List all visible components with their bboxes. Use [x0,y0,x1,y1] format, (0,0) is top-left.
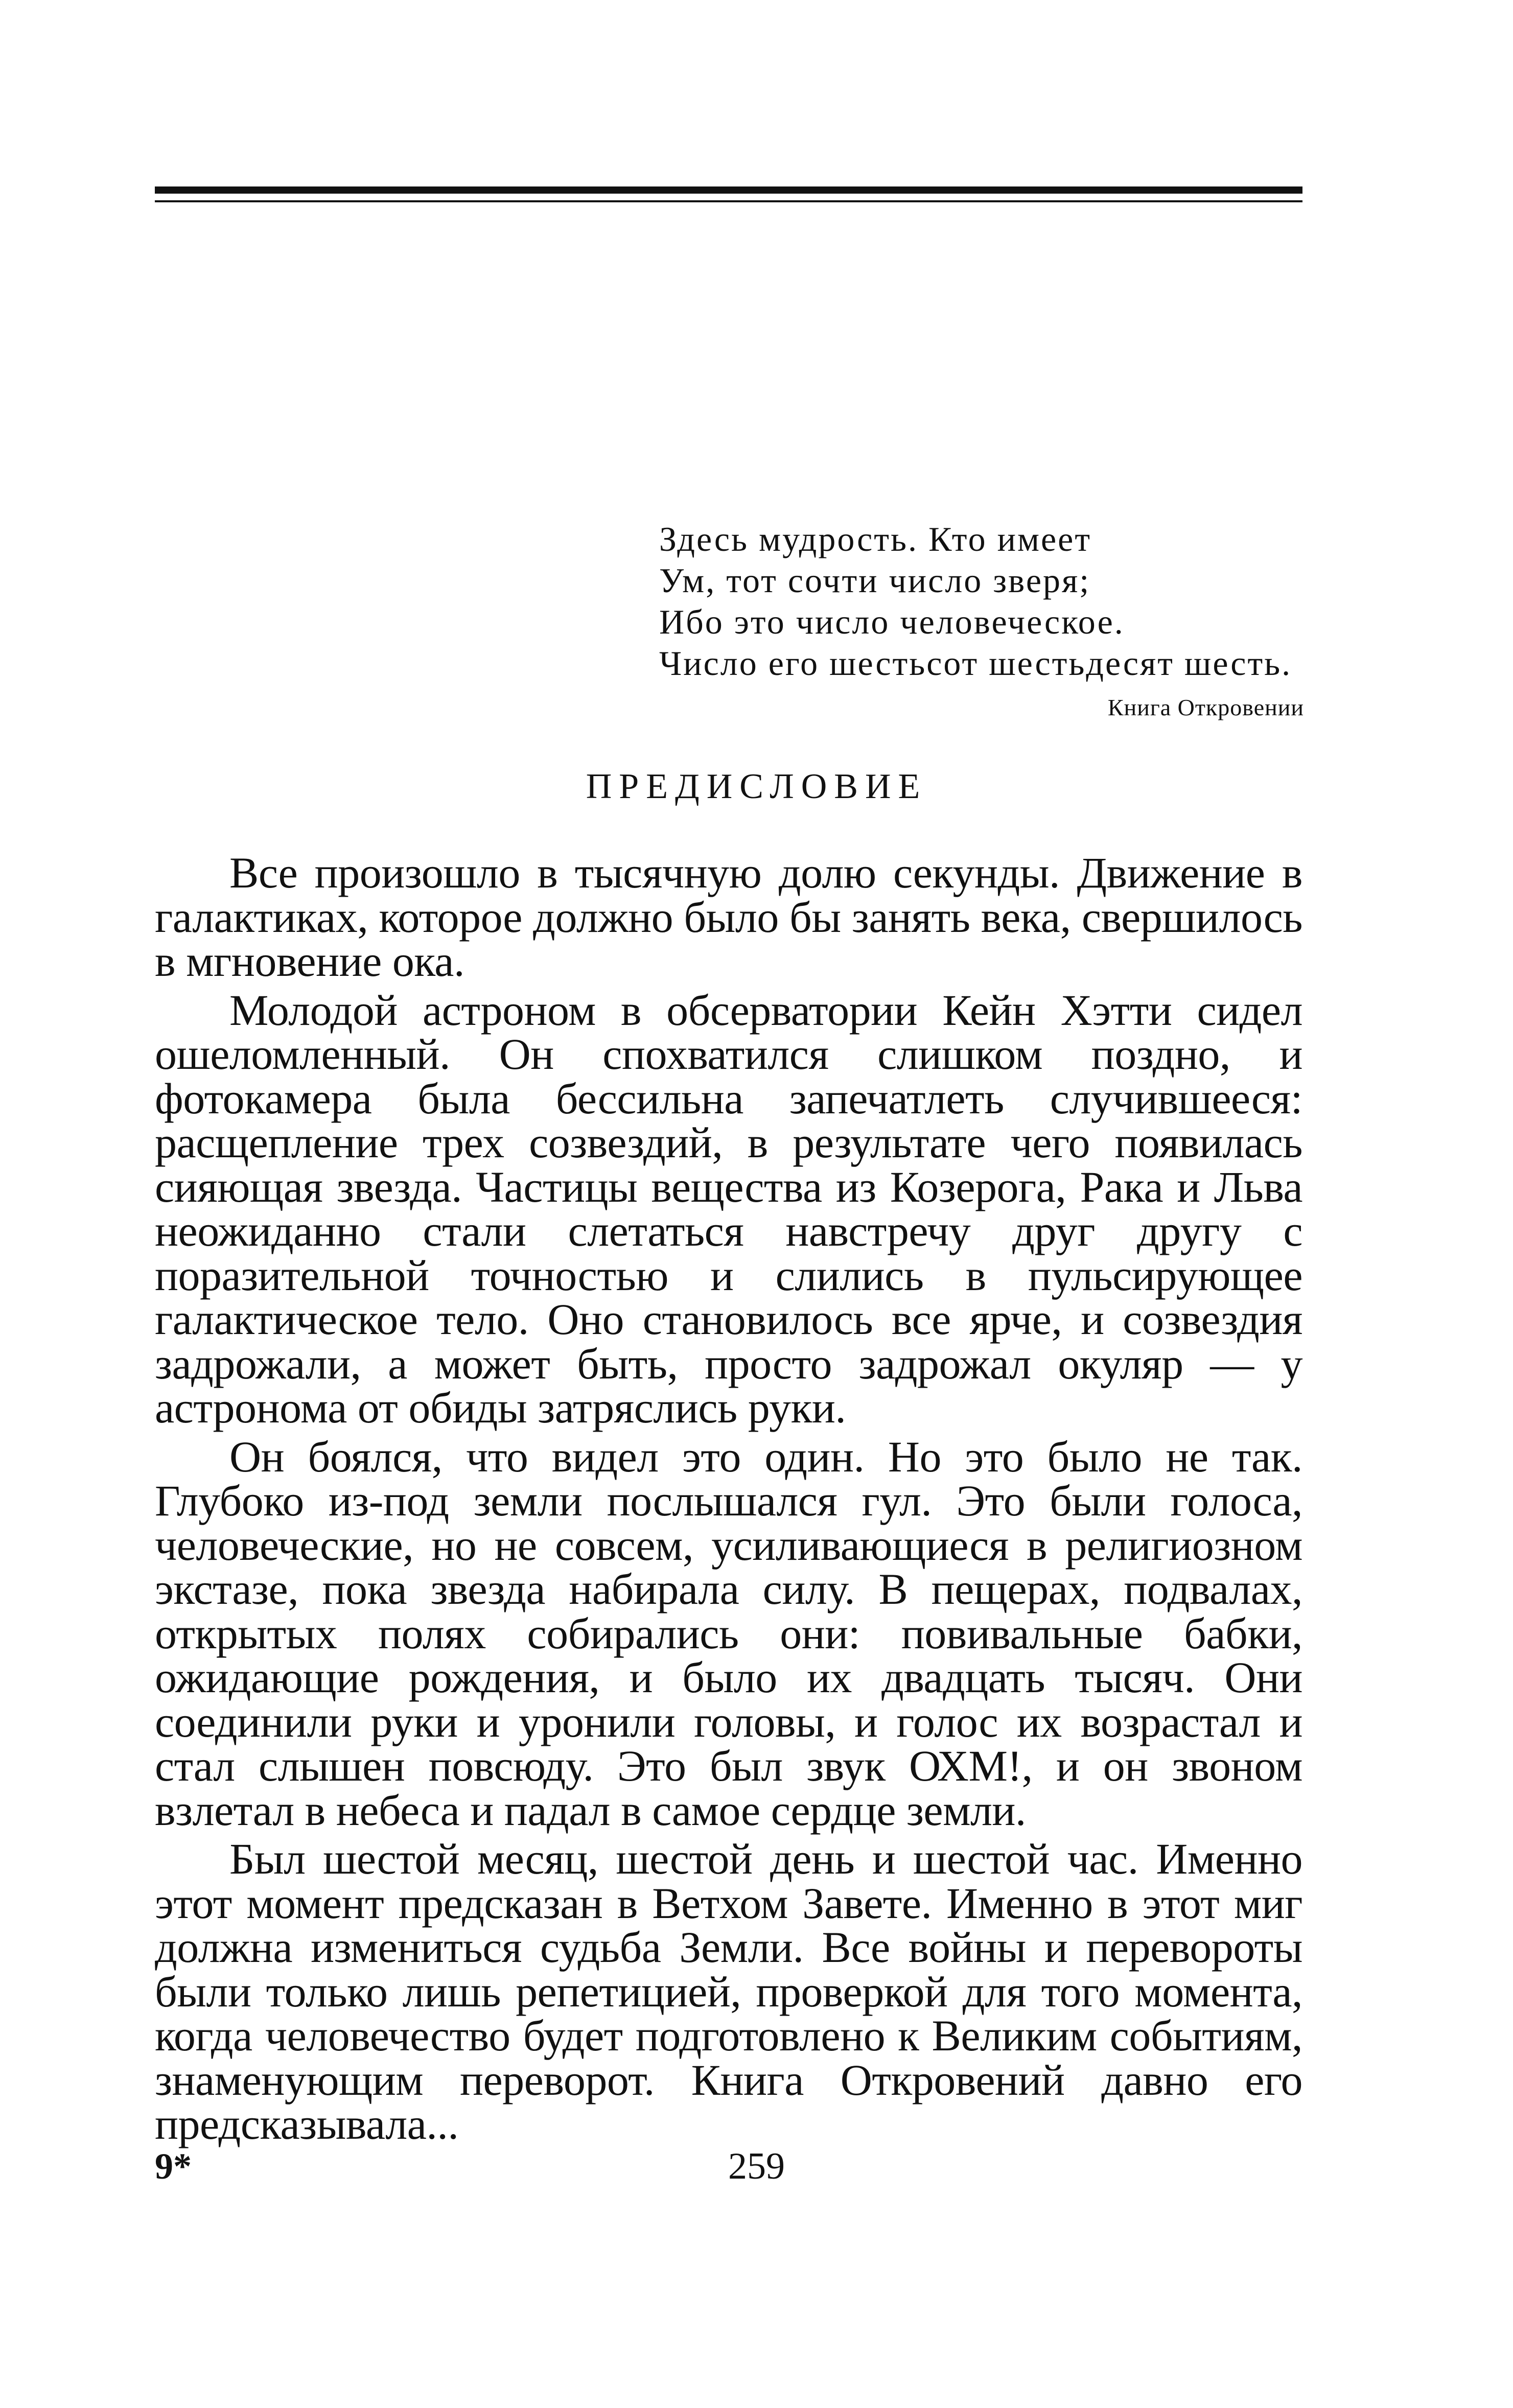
epigraph-line: Здесь мудрость. Кто имеет [659,520,1092,558]
paragraph: Он боялся, что видел это один. Но это было не так. Глубоко из-под земли послышался гул. Это были голоса, человеческие, но не совсем, усиливающиеся в религиозном экстазе, пока звезда набирала силу. В пещерах, подвалах, открытых полях собирались они: повивальные бабки, ожидающие рождения, и было их двадцать тысяч. Они соединили руки и уронили головы, и голос их возрастал и стал слышен повсюду. Это был звук ОХМ!, и он звоном взлетал в небеса и падал в самое сердце земли. [155,1432,1302,1835]
chapter-heading: ПРЕДИСЛОВИЕ [586,767,927,806]
header-rule-thin [155,200,1302,202]
epigraph-line: Число его шестьсот шестьдесят шесть. [659,644,1292,683]
body-text [155,848,1302,2151]
epigraph-attribution: Книга Откровении [1107,694,1304,720]
paragraph: Все произошло в тысячную долю секунды. Движение в галактиках, которое должно было бы занять века, свершилось в мгновение ока. [155,848,1302,986]
signature-mark: 9* [155,2146,192,2187]
paragraph: Молодой астроном в обсерватории Кейн Хэтти сидел ошеломленный. Он спохватился слишком поздно, и фотокамера была бессильна запечатлеть случившееся: расщепление трех созвездий, в результате чего появилась сияющая звезда. Частицы вещества из Козерога, Рака и Льва неожиданно стали слетаться навстречу друг другу с поразительной точностью и слились в пульсирующее галактическое тело. Оно становилось все ярче, и созвездия задрожали, а может быть, просто задрожал окуляр — у астронома от обиды затряслись руки. [155,985,1302,1432]
paragraph: Был шестой месяц, шестой день и шестой час. Именно этот момент предсказан в Ветхом Завете. Именно в этот миг должна измениться судьба Земли. Все войны и перевороты были только лишь репетицией, проверкой для того момента, когда человечество будет подготовлено к Великим событиям, знаменующим переворот. Книга Откровений давно его предсказывала... [155,1834,1302,2148]
epigraph-line: Ибо это число человеческое. [659,602,1125,641]
header-rule-thick [155,186,1302,194]
epigraph-line: Ум, тот сочти число зверя; [659,561,1091,600]
page-number: 259 [728,2145,785,2187]
epigraph [659,519,1304,723]
